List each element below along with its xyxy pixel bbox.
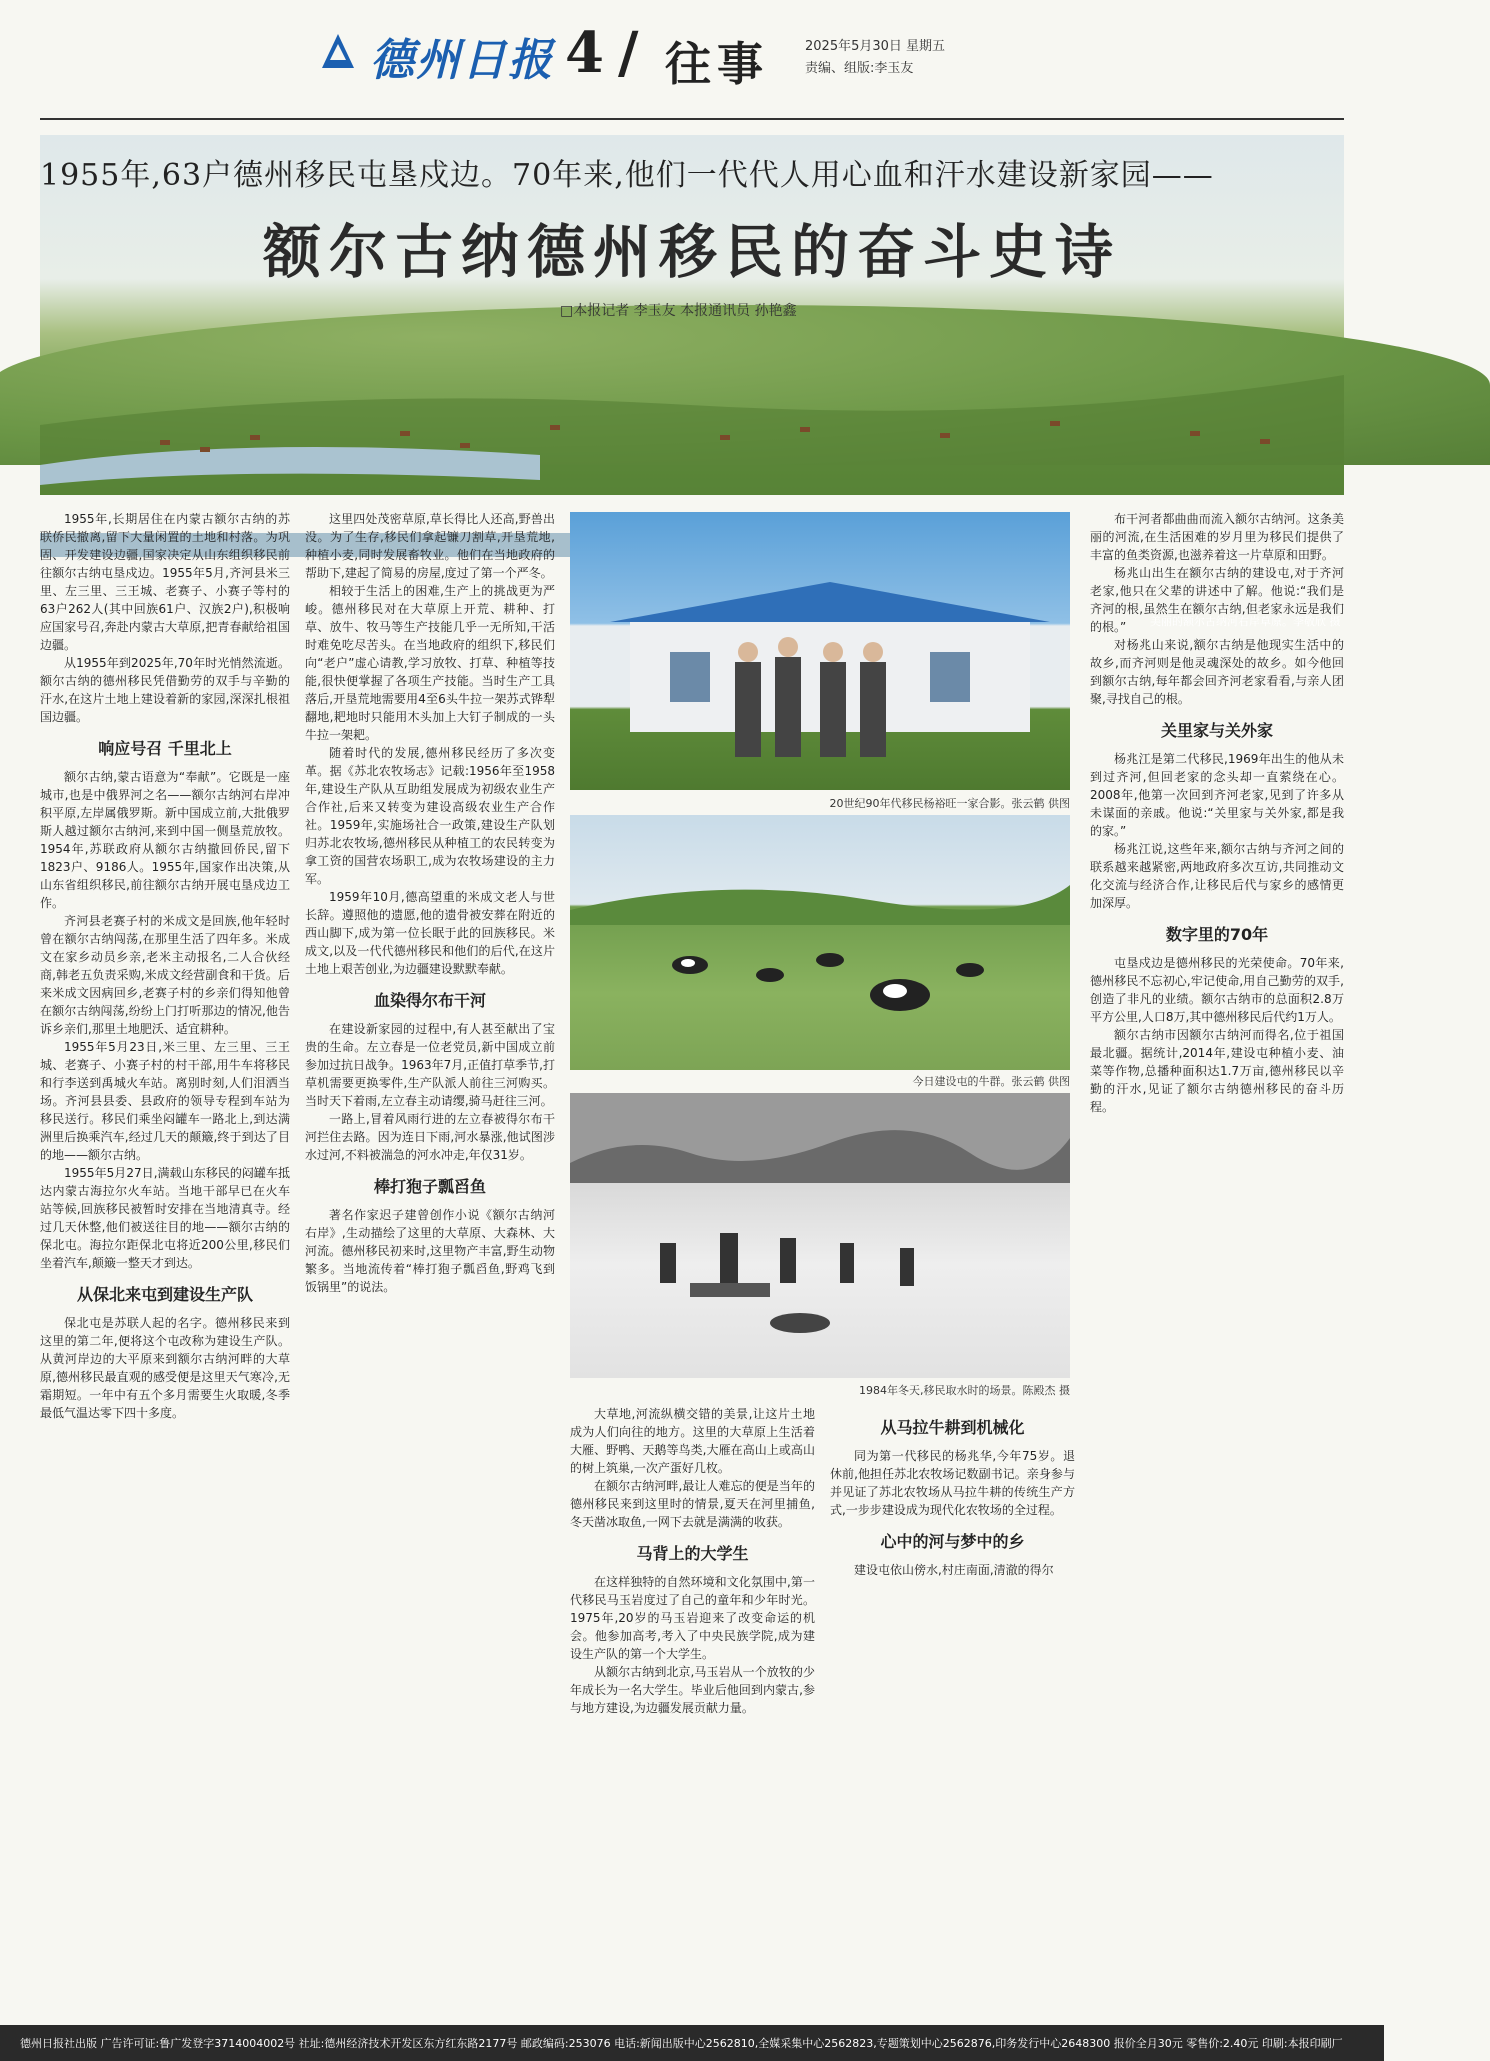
cattle-photo <box>570 815 1070 1070</box>
paragraph: 在建设新家园的过程中,有人甚至献出了宝贵的生命。左立春是一位老党员,新中国成立前参加过抗日战争。1963年7月,正值打草季节,打草机需要更换零件,生产队派人前往三河购买。当时天下着雨,左立春主动请缨,骑马赶往三河。 <box>305 1022 555 1108</box>
page-number-value: 4 <box>565 20 604 86</box>
section-heading: 响应号召 千里北上 <box>98 739 232 758</box>
paragraph: 在这样独特的自然环境和文化氛围中,第一代移民马玉岩度过了自己的童年和少年时光。1975年,20岁的马玉岩迎来了改变命运的机会。他参加高考,考入了中央民族学院,成为建设生产队的第一个大学生。 <box>570 1575 815 1661</box>
column-1 <box>40 510 290 1422</box>
article-headline: 额尔古纳德州移民的奋斗史诗 <box>262 218 1121 286</box>
paragraph: 杨兆江说,这些年来,额尔古纳与齐河之间的联系越来越紧密,两地政府多次互访,共同推动文化交流与经济合作,让移民后代与家乡的感情更加深厚。 <box>1090 842 1344 910</box>
issue-editor: 责编、组版:李玉友 <box>805 61 914 76</box>
column-4 <box>1090 510 1344 1116</box>
page-number <box>565 20 638 86</box>
paragraph: 1955年,长期居住在内蒙古额尔古纳的苏联侨民撤离,留下大量闲置的土地和村落。为巩固、开发建设边疆,国家决定从山东组织移民前往额尔古纳屯垦戍边。1955年5月,齐河县米三里、左三里、三王城、老赛子、小赛子等村的63户262人(其中回族61户、汉族2户),积极响应国家号召,奔赴内蒙古大草原,把青春献给祖国边疆。 <box>40 512 290 652</box>
paragraph: 随着时代的发展,德州移民经历了多次变革。据《苏北农牧场志》记载:1956年至1958年,建设生产队从互助组发展成为初级农业生产合作社,后来又转变为建设高级农业生产合作社。1959年,实施场社合一政策,建设生产队划归苏北农牧场,德州移民从种植工的农民转变为拿工资的国营农场职工,成为农牧场建设的主力军。 <box>305 746 555 886</box>
paragraph: 1955年5月23日,米三里、左三里、三王城、老赛子、小赛子村的村干部,用牛车将移民和行李送到禹城火车站。离别时刻,人们泪洒当场。齐河县县委、县政府的领导专程到车站为移民送行。移民们乘坐闷罐车一路北上,到达满洲里后换乘汽车,经过几天的颠簸,终于到达了目的地——额尔古纳。 <box>40 1040 290 1162</box>
issue-meta <box>805 36 945 80</box>
paragraph: 相较于生活上的困难,生产上的挑战更为严峻。德州移民对在大草原上开荒、耕种、打草、放牛、牧马等生产技能几乎一无所知,干活时难免吃尽苦头。在当地政府的组织下,移民们向“老户”虚心请教,学习放牧、打草、种植等技能,很快便掌握了各项生产技能。当时生产工具落后,开垦荒地需要用4至6头牛拉一架苏式铧犁翻地,耙地时只能用木头加上大钉子制成的一头牛拉一架耙。 <box>305 584 555 742</box>
section-heading: 关里家与关外家 <box>1160 721 1273 740</box>
paragraph: 著名作家迟子建曾创作小说《额尔古纳河右岸》,生动描绘了这里的大草原、大森林、大河流。德州移民初来时,这里物产丰富,野生动物繁多。当地流传着“棒打狍子瓢舀鱼,野鸡飞到饭锅里”的说法。 <box>305 1208 555 1294</box>
paragraph: 对杨兆山来说,额尔古纳是他现实生活中的故乡,而齐河则是他灵魂深处的故乡。如今他回到额尔古纳,每年都会回齐河老家看看,与亲人团聚,寻找自己的根。 <box>1090 638 1344 706</box>
paragraph: 从1955年到2025年,70年时光悄然流逝。额尔古纳的德州移民凭借勤劳的双手与辛勤的汗水,在这片土地上建设着新的家园,深深扎根祖国边疆。 <box>40 656 290 724</box>
paragraph: 布干河者都曲曲而流入额尔古纳河。这条美丽的河流,在生活困难的岁月里为移民们提供了丰富的鱼类资源,也滋养着这一片草原和田野。 <box>1090 512 1344 562</box>
masthead-logo: 德州日报 <box>370 35 554 86</box>
section-heading: 马背上的大学生 <box>636 1544 749 1563</box>
paragraph: 额尔古纳市因额尔古纳河而得名,位于祖国最北疆。据统计,2014年,建设屯种植小麦、油菜等作物,总播种面积达1.7万亩,德州移民以辛勤的汗水,见证了额尔古纳德州移民的奋斗历程。 <box>1090 1028 1344 1114</box>
section-heading: 血染得尔布干河 <box>373 991 486 1010</box>
paragraph: 杨兆江是第二代移民,1969年出生的他从未到过齐河,但回老家的念头却一直萦绕在心。2008年,他第一次回到齐河老家,见到了许多从未谋面的亲戚。他说:“关里家与关外家,都是我的家。” <box>1090 752 1344 838</box>
photo-caption: 1984年冬天,移民取水时的场景。陈殿杰 摄 <box>859 1384 1070 1397</box>
paragraph: 1959年10月,德高望重的米成文老人与世长辞。遵照他的遗愿,他的遗骨被安葬在附近的西山脚下,成为第一位长眠于此的回族移民。米成文,以及一代代德州移民和他们的后代,在这片土地上艰苦创业,为边疆建设默默奉献。 <box>305 890 555 976</box>
paragraph: 额尔古纳,蒙古语意为“奉献”。它既是一座城市,也是中俄界河之名——额尔古纳河右岸冲积平原,左岸属俄罗斯。新中国成立前,大批俄罗斯人越过额尔古纳河,来到中国一侧垦荒放牧。1954年,苏联政府从额尔古纳撤回侨民,留下1823户、9186人。1955年,国家作出决策,从山东省组织移民,前往额尔古纳开展屯垦戍边工作。 <box>40 770 290 910</box>
page-slash: / <box>617 20 639 86</box>
winter-scene-illustration <box>570 1093 1070 1378</box>
issue-date: 2025年5月30日 星期五 <box>805 39 946 54</box>
paragraph: 在额尔古纳河畔,最让人难忘的便是当年的德州移民来到这里时的情景,夏天在河里捕鱼,冬天凿冰取鱼,一网下去就是满满的收获。 <box>570 1479 815 1529</box>
column-3b <box>830 1405 1075 1579</box>
footer-imprint: 德州日报社出版 广告许可证:鲁广发登字3714004002号 社址:德州经济技术开发区东方红东路2177号 邮政编码:253076 电话:新闻出版中心2562810,全媒采集中心2562823,专题策划中心2562876,印务发行中心2648300 报价全月30元 零售价:2.40元 印刷:本报印刷厂 <box>20 2037 1343 2050</box>
cattle-herd-illustration <box>570 815 1070 1070</box>
top-rule <box>40 118 1344 120</box>
paragraph: 1955年5月27日,满载山东移民的闷罐车抵达内蒙古海拉尔火车站。当地干部早已在火车站等候,回族移民被暂时安排在当地清真寺。经过几天休整,他们被送往目的地——额尔古纳的保北屯。海拉尔距保北屯将近200公里,移民们坐着汽车,颠簸一整天才到达。 <box>40 1166 290 1270</box>
article-byline: □本报记者 李玉友 本报通讯员 孙艳鑫 <box>560 303 797 319</box>
family-house-illustration <box>570 512 1070 790</box>
paragraph: 从额尔古纳到北京,马玉岩从一个放牧的少年成长为一名大学生。毕业后他回到内蒙古,参与地方建设,为边疆发展贡献力量。 <box>570 1665 815 1715</box>
hero-caption: 美丽的额尔古纳河右岸草原。李敬欣 摄 <box>1150 615 1341 628</box>
paragraph: 建设屯依山傍水,村庄南面,清澈的得尔 <box>854 1563 1054 1577</box>
column-3 <box>570 1405 815 1717</box>
newspaper-logo-icon <box>318 28 358 72</box>
photo-caption: 20世纪90年代移民杨裕旺一家合影。张云鹤 供图 <box>829 797 1070 810</box>
paragraph: 一路上,冒着风雨行进的左立春被得尔布干河拦住去路。因为连日下雨,河水暴涨,他试图涉水过河,不料被湍急的河水冲走,年仅31岁。 <box>305 1112 555 1162</box>
paragraph: 杨兆山出生在额尔古纳的建设屯,对于齐河老家,他只在父辈的讲述中了解。他说:“我们是齐河的根,虽然生在额尔古纳,但老家永远是我们的根。” <box>1090 566 1344 634</box>
section-heading: 从马拉牛耕到机械化 <box>880 1418 1025 1437</box>
masthead <box>0 0 1384 118</box>
section-heading: 从保北来屯到建设生产队 <box>76 1285 253 1304</box>
column-2 <box>305 510 555 1296</box>
paragraph: 大草地,河流纵横交错的美景,让这片土地成为人们向往的地方。这里的大草原上生活着大雁、野鸭、天鹅等鸟类,大雁在高山上或高山的树上筑巢,一次产蛋好几枚。 <box>570 1407 815 1475</box>
section-heading: 数字里的70年 <box>1165 925 1269 944</box>
paragraph: 屯垦戍边是德州移民的光荣使命。70年来,德州移民不忘初心,牢记使命,用自己勤劳的双手,创造了非凡的业绩。额尔古纳市的总面积2.8万平方公里,人口8万,其中德州移民后代约1万人。 <box>1090 956 1344 1024</box>
section-heading: 棒打狍子瓢舀鱼 <box>373 1177 486 1196</box>
section-heading: 心中的河与梦中的乡 <box>880 1532 1025 1551</box>
paragraph: 保北屯是苏联人起的名字。德州移民来到这里的第二年,便将这个屯改称为建设生产队。从黄河岸边的大平原来到额尔古纳河畔的大草原,德州移民最直观的感受便是这里天气寒冷,无霜期短。一年中有五个多月需要生火取暖,冬季最低气温达零下四十多度。 <box>40 1316 290 1420</box>
paragraph: 这里四处茂密草原,草长得比人还高,野兽出没。为了生存,移民们拿起镰刀割草,开垦荒地,种植小麦,同时发展畜牧业。他们在当地政府的帮助下,建起了简易的房屋,度过了第一个严冬。 <box>305 512 555 580</box>
paragraph: 齐河县老赛子村的米成文是回族,他年轻时曾在额尔古纳闯荡,在那里生活了四年多。米成文在家乡动员乡亲,老米主动报名,二人合伙经商,韩老五负责采购,米成文经营副食和干货。后来米成文因病回乡,老赛子村的乡亲们得知他曾在额尔古纳闯荡,纷纷上门打听那边的情况,他告诉乡亲们,那里土地肥沃、适宜耕种。 <box>40 914 290 1036</box>
paragraph: 同为第一代移民的杨兆华,今年75岁。退休前,他担任苏北农牧场记数副书记。亲身参与并见证了苏北农牧场从马拉牛耕的传统生产方式,一步步建设成为现代化农牧场的全过程。 <box>830 1449 1075 1517</box>
photo-caption: 今日建设屯的牛群。张云鹤 供图 <box>912 1075 1070 1088</box>
winter-water-photo <box>570 1093 1070 1378</box>
article-subtitle: 1955年,63户德州移民屯垦戍边。70年来,他们一代代人用心血和汗水建设新家园—— <box>40 158 1214 193</box>
section-name: 往事 <box>665 37 769 91</box>
family-photo <box>570 512 1070 790</box>
